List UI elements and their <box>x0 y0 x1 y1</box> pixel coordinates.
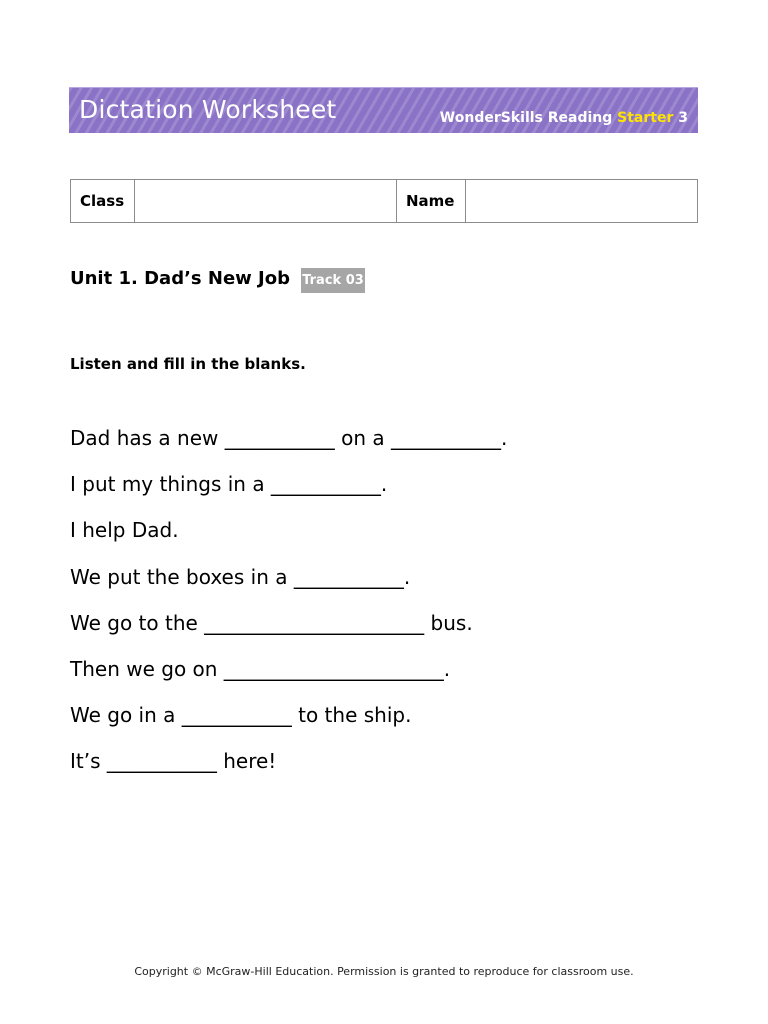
sentence-7: We go in a ___________ to the ship. <box>70 703 412 727</box>
track-badge: Track 03 <box>301 268 365 293</box>
sentence-1: Dad has a new ___________ on a ___________. <box>70 426 508 450</box>
sentence-6: Then we go on ______________________. <box>70 657 451 681</box>
series-label <box>440 110 688 126</box>
sentence-4: We put the boxes in a ___________. <box>70 565 411 589</box>
instruction-text: Listen and fill in the blanks. <box>70 355 306 373</box>
unit-title: Unit 1. Dad’s New Job <box>70 268 291 289</box>
sentence-3: I help Dad. <box>70 518 179 542</box>
sentence-2: I put my things in a ___________. <box>70 472 388 496</box>
class-label: Class <box>71 180 135 223</box>
name-label: Name <box>397 180 466 223</box>
table-row <box>71 180 698 223</box>
series-prefix: WonderSkills Reading <box>439 110 613 126</box>
copyright-footer: Copyright © McGraw-Hill Education. Permission is granted to reproduce for classroom use. <box>134 965 634 978</box>
name-field[interactable] <box>466 180 698 223</box>
sentence-8: It’s ___________ here! <box>70 749 277 773</box>
class-field[interactable] <box>135 180 397 223</box>
student-info-table <box>70 179 698 223</box>
sentence-5: We go to the ______________________ bus. <box>70 611 473 635</box>
worksheet-title: Dictation Worksheet <box>79 95 337 124</box>
series-number: 3 <box>678 110 688 126</box>
worksheet-header-banner <box>69 87 698 133</box>
series-level: Starter <box>617 110 674 126</box>
